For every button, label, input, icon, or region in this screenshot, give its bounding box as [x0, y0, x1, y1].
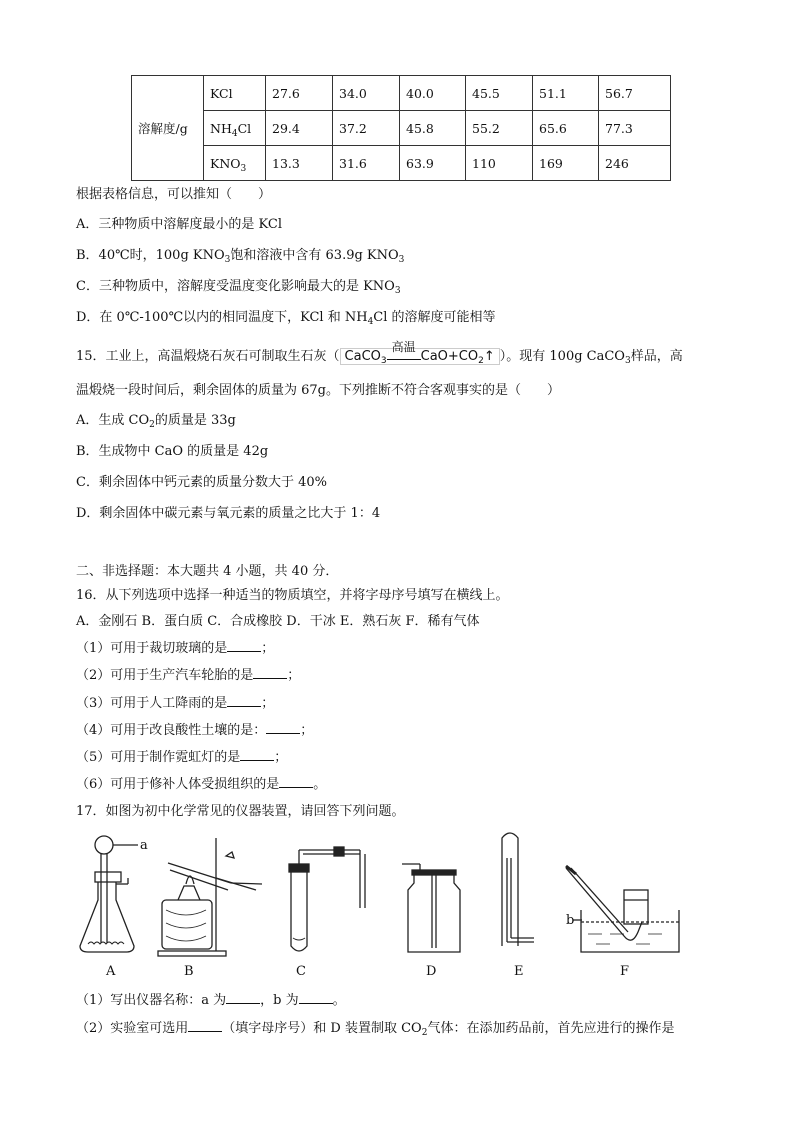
q14-option-c: C．三种物质中，溶解度受温度变化影响最大的是 $KNO_3$ — [76, 279, 401, 296]
apparatus-label: A — [106, 964, 116, 979]
q17-part1: （1）写出仪器名称：a 为 ，b 为 。 — [76, 993, 346, 1008]
q15-option-d: D．剩余固体中碳元素与氧元素的质量之比大于 1：4 — [76, 506, 381, 521]
equation-condition: 高温 — [387, 352, 421, 360]
apparatus-label: F — [620, 964, 630, 979]
section-heading: 二、非选择题：本大题共 4 小题，共 40 分． — [76, 564, 339, 579]
table-cell: 169 — [533, 146, 599, 181]
substance-cell: $KNO_3$ — [204, 146, 266, 181]
q15-option-a: A．生成 $CO_2$的质量是 33g — [76, 413, 236, 430]
q16-item: （1）可用于裁切玻璃的是 ； — [76, 641, 275, 656]
gas-bottle-icon — [402, 864, 460, 952]
solubility-table — [131, 75, 671, 181]
table-cell: 77.3 — [599, 111, 671, 146]
q15-stem-line1: 15．工业上，高温煅烧石灰石可制取生石灰（ CaCO$_3$ 高温 $CaO+CO_2↑$ ）。现有 100g CaCO$_3$样品，高 — [76, 340, 683, 366]
answer-blank[interactable] — [226, 992, 260, 1004]
substance-cell: KCl — [204, 76, 266, 111]
table-row — [132, 111, 671, 146]
table-cell: 34.0 — [333, 76, 400, 111]
apparatus-label: B — [184, 964, 194, 979]
answer-blank[interactable] — [227, 640, 261, 652]
q15-stem-line2: 温煅烧一段时间后，剩余固体的质量为 67g。下列推断不符合客观事实的是（ ） — [76, 383, 560, 398]
table-cell: 29.4 — [266, 111, 333, 146]
table-cell: 55.2 — [466, 111, 533, 146]
q16-options: A．金刚石 B．蛋白质 C．合成橡胶 D．干冰 E．熟石灰 F．稀有气体 — [76, 614, 480, 629]
table-cell: 63.9 — [400, 146, 466, 181]
q17-stem: 17．如图为初中化学常见的仪器装置，请回答下列问题。 — [76, 804, 405, 819]
q14-option-b: B．40℃时，100g $KNO_3$饱和溶液中含有 63.9g $KNO_3$ — [76, 248, 405, 265]
table-cell: 45.8 — [400, 111, 466, 146]
q16-stem: 16．从下列选项中选择一种适当的物质填空，并将字母序号填写在横线上。 — [76, 588, 509, 603]
table-cell: 37.2 — [333, 111, 400, 146]
table-row — [132, 76, 671, 111]
q17-part2: （2）实验室可选用 （填字母序号）和 D 装置制取 $CO_2$气体：在添加药品前，首先应进行的操作是 — [76, 1021, 675, 1038]
table-row — [132, 146, 671, 181]
answer-blank[interactable] — [240, 749, 274, 761]
heating-setup-icon — [158, 838, 262, 956]
table-cell: 110 — [466, 146, 533, 181]
q14-option-a: A．三种物质中溶解度最小的是 KCl — [76, 217, 282, 232]
q15-option-c: C．剩余固体中钙元素的质量分数大于 40% — [76, 475, 327, 490]
answer-blank[interactable] — [299, 992, 333, 1004]
test-tube-delivery-icon — [289, 847, 365, 951]
label-a: a — [140, 838, 148, 853]
table-cell: 27.6 — [266, 76, 333, 111]
q16-item: （5）可用于制作霓虹灯的是 ； — [76, 750, 288, 765]
q16-item: （3）可用于人工降雨的是 ； — [76, 696, 275, 711]
q15-option-b: B．生成物中 CaO 的质量是 42g — [76, 444, 269, 459]
q16-item: （6）可用于修补人体受损组织的是 。 — [76, 777, 327, 792]
apparatus-label: D — [426, 964, 437, 979]
table-cell: 31.6 — [333, 146, 400, 181]
row-header-cell: 溶解度/g — [132, 76, 204, 181]
q14-option-d: D．在 0℃-100℃以内的相同温度下，KCl 和 $NH_4Cl$ 的溶解度可能相等 — [76, 310, 496, 327]
substance-cell: $NH_4Cl$ — [204, 111, 266, 146]
answer-blank[interactable] — [279, 776, 313, 788]
answer-blank[interactable] — [188, 1020, 222, 1032]
conical-flask-icon — [80, 836, 138, 952]
table-cell: 45.5 — [466, 76, 533, 111]
table-cell: 56.7 — [599, 76, 671, 111]
inverted-tube-icon — [502, 833, 534, 946]
apparatus-figure — [76, 828, 716, 968]
table-cell: 13.3 — [266, 146, 333, 181]
table-cell: 65.6 — [533, 111, 599, 146]
q16-item: （4）可用于改良酸性土壤的是： ； — [76, 723, 314, 738]
table-cell: 40.0 — [400, 76, 466, 111]
table-cell: 51.1 — [533, 76, 599, 111]
apparatus-label: E — [514, 964, 524, 979]
reaction-equation: CaCO$_3$ 高温 $CaO+CO_2↑$ — [340, 348, 500, 365]
water-trough-icon — [566, 866, 679, 952]
q14-stem: 根据表格信息，可以推知（ ） — [76, 187, 272, 202]
q16-item: （2）可用于生产汽车轮胎的是 ； — [76, 668, 301, 683]
answer-blank[interactable] — [227, 695, 261, 707]
answer-blank[interactable] — [253, 667, 287, 679]
answer-blank[interactable] — [266, 722, 300, 734]
apparatus-label: C — [296, 964, 306, 979]
label-b: b — [566, 913, 575, 928]
table-cell: 246 — [599, 146, 671, 181]
